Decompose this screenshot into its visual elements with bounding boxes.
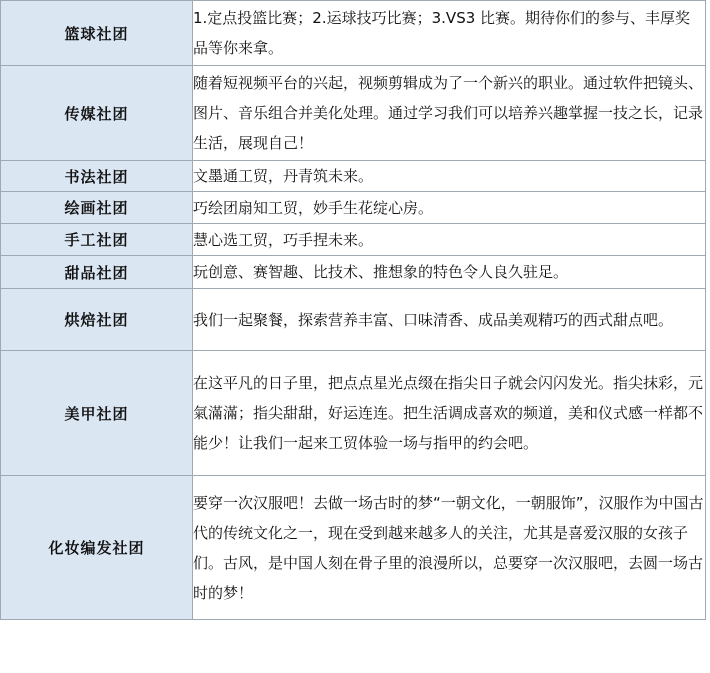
table-row (1, 1, 706, 66)
club-name: 篮球社团 (1, 1, 193, 66)
table-row (1, 161, 706, 192)
club-name: 传媒社团 (1, 66, 193, 161)
club-description: 随着短视频平台的兴起，视频剪辑成为了一个新兴的职业。通过软件把镜头、图片、音乐组合并美化处理。通过学习我们可以培养兴趣掌握一技之长，记录生活，展现自己！ (193, 66, 706, 161)
club-name: 绘画社团 (1, 192, 193, 224)
table-row (1, 66, 706, 161)
club-name: 化妆编发社团 (1, 476, 193, 620)
table-row (1, 476, 706, 620)
club-description: 要穿一次汉服吧！去做一场古时的梦“一朝文化，一朝服饰”，汉服作为中国古代的传统文化之一，现在受到越来越多人的关注，尤其是喜爱汉服的女孩子们。古风，是中国人刻在骨子里的浪漫所以，总要穿一次汉服吧，去圆一场古时的梦！ (193, 476, 706, 620)
club-name: 甜品社团 (1, 256, 193, 289)
club-name: 书法社团 (1, 161, 193, 192)
club-description: 在这平凡的日子里，把点点星光点缀在指尖日子就会闪闪发光。指尖抹彩，元氣滿滿；指尖甜甜，好运连连。把生活调成喜欢的频道，美和仪式感一样都不能少！让我们一起来工贸体验一场与指甲的约会吧。 (193, 351, 706, 476)
club-description: 文墨通工贸，丹青筑未来。 (193, 161, 706, 192)
club-description: 慧心选工贸，巧手捏未来。 (193, 224, 706, 256)
club-name: 美甲社团 (1, 351, 193, 476)
table-row (1, 289, 706, 351)
club-description: 玩创意、赛智趣、比技术、推想象的特色令人良久驻足。 (193, 256, 706, 289)
table-row (1, 256, 706, 289)
club-description: 1.定点投篮比赛；2.运球技巧比赛；3.VS3 比赛。期待你们的参与、丰厚奖品等你来拿。 (193, 1, 706, 66)
table-row (1, 192, 706, 224)
table-row (1, 224, 706, 256)
club-name: 烘焙社团 (1, 289, 193, 351)
club-description: 我们一起聚餐，探索营养丰富、口味清香、成品美观精巧的西式甜点吧。 (193, 289, 706, 351)
table-row (1, 351, 706, 476)
club-name: 手工社团 (1, 224, 193, 256)
club-description: 巧绘团扇知工贸，妙手生花绽心房。 (193, 192, 706, 224)
